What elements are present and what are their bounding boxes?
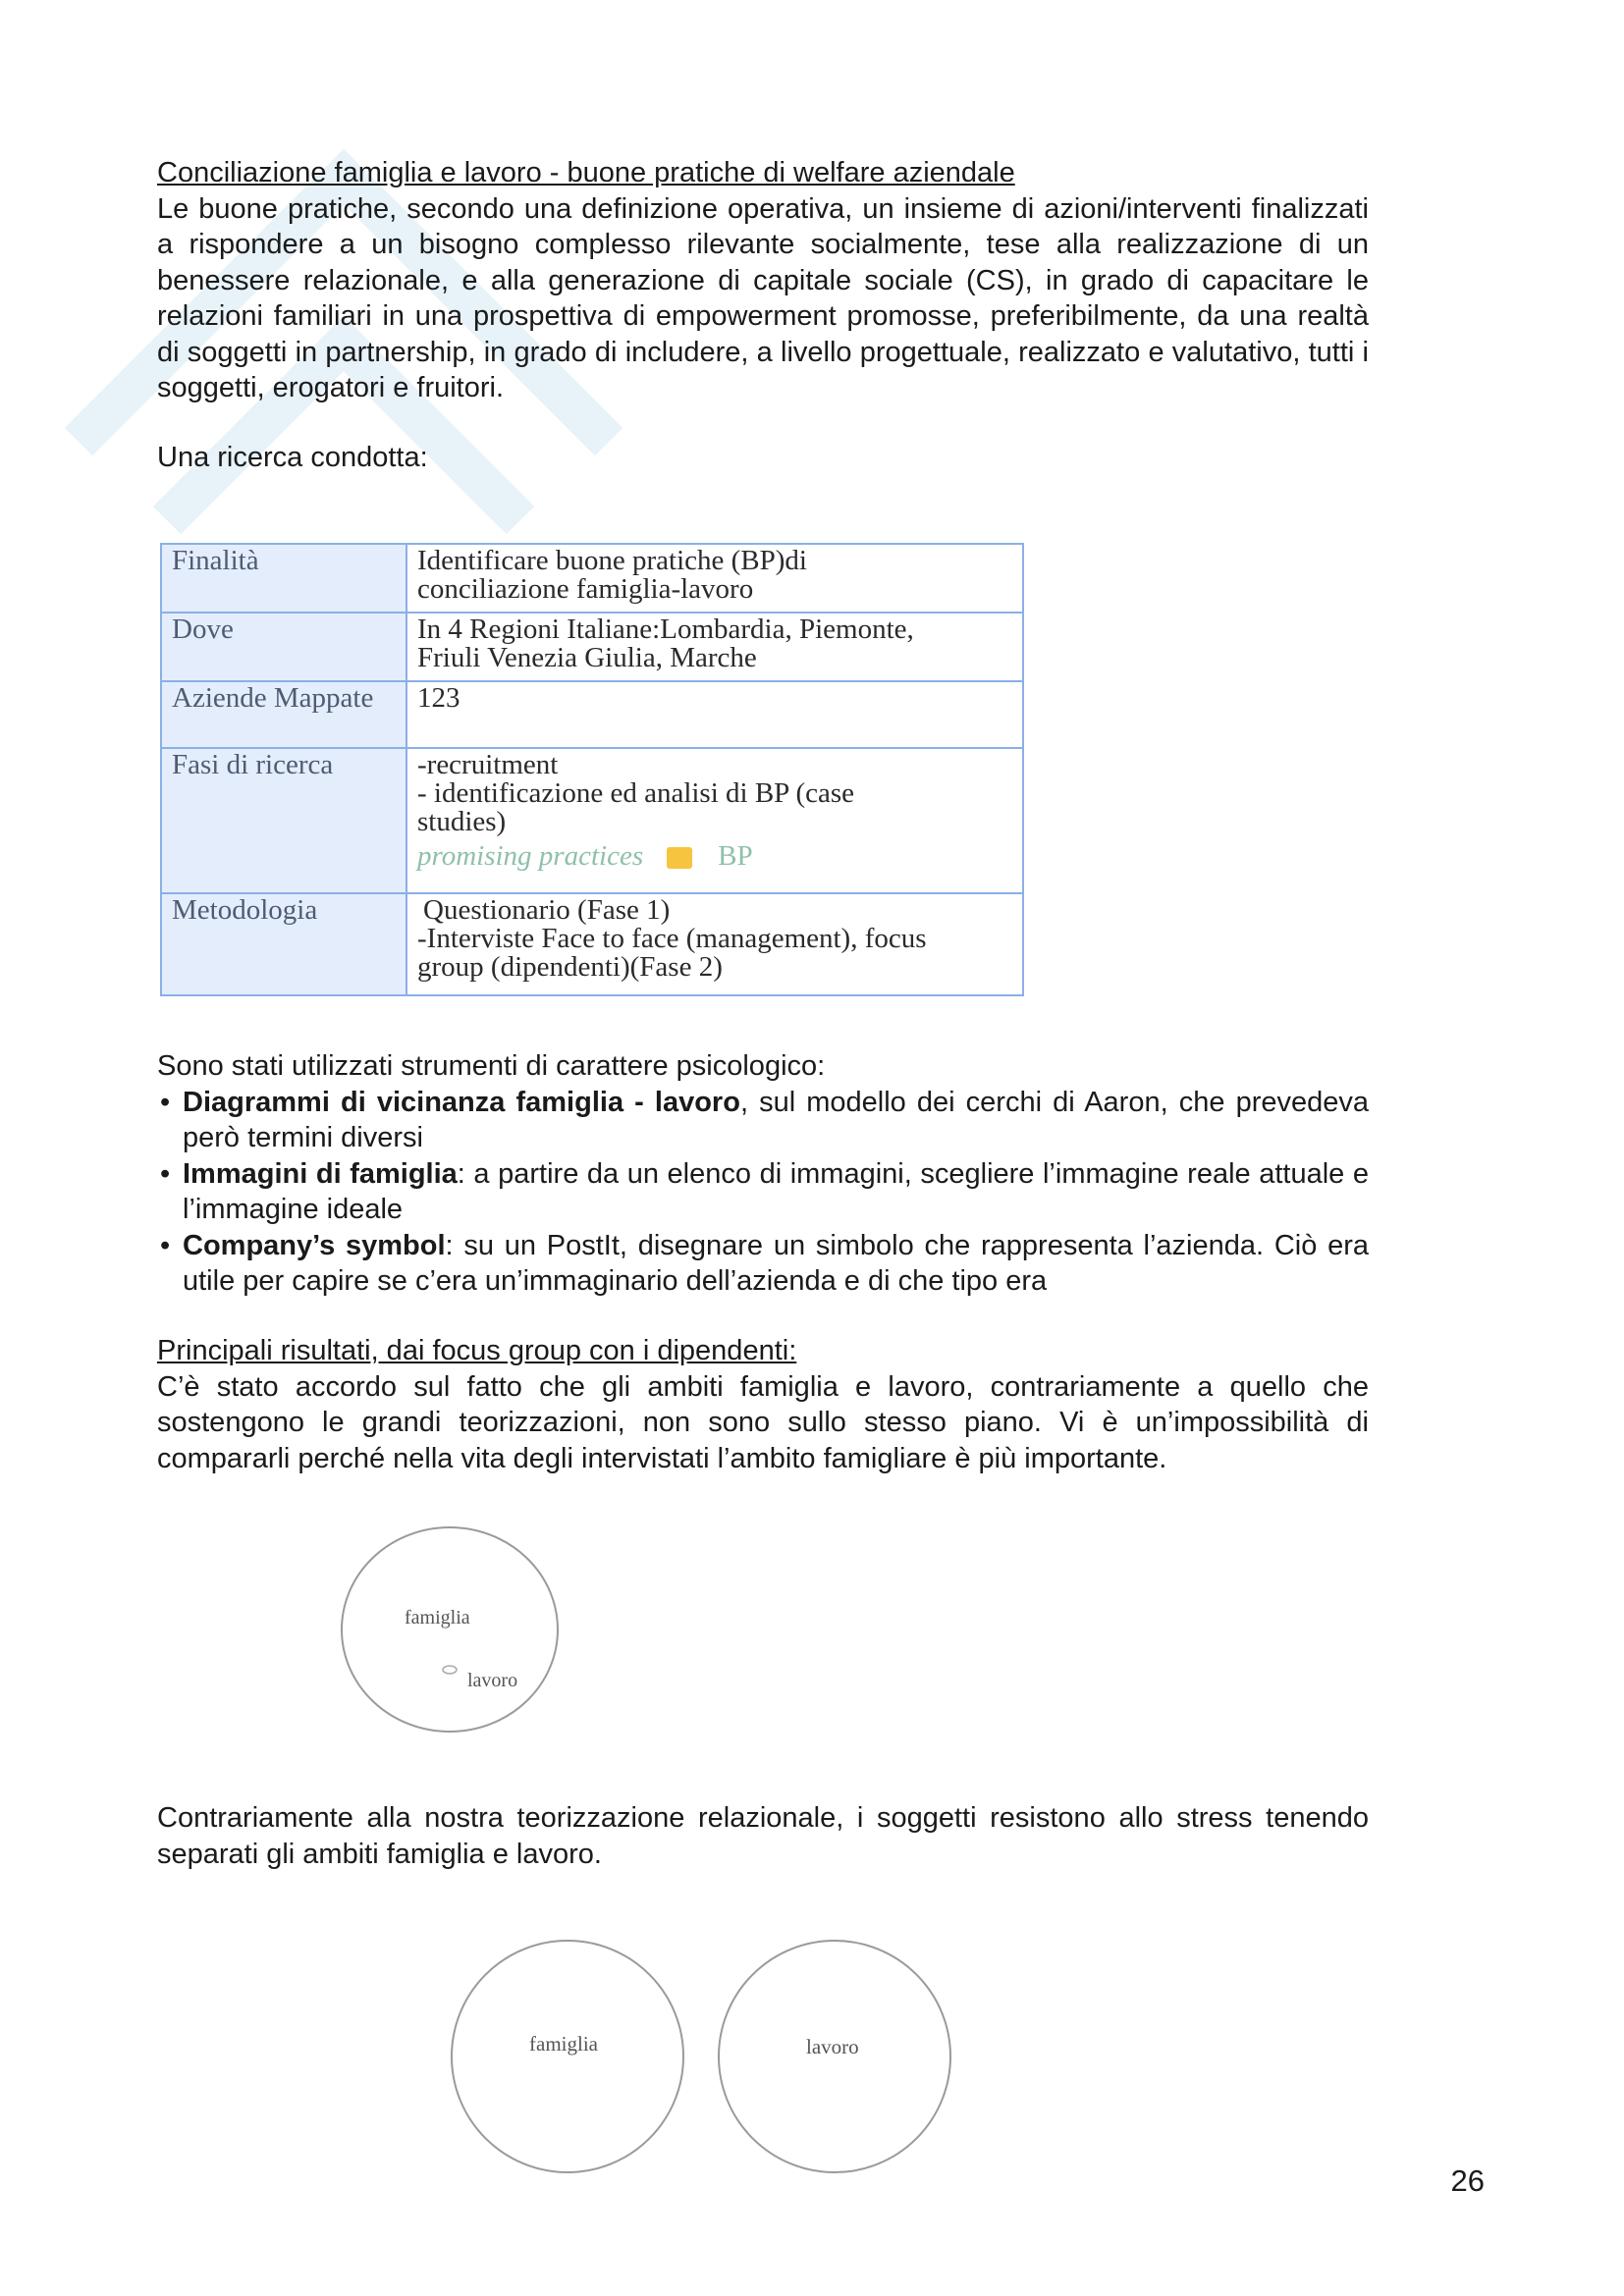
lavoro-label: lavoro	[467, 1670, 518, 1691]
row-value	[406, 681, 1023, 748]
value-line: group (dipendenti)(Fase 2)	[417, 951, 723, 983]
research-intro-text: Una ricerca condotta:	[157, 442, 428, 473]
table-row	[161, 748, 1023, 893]
row-value	[406, 748, 1023, 893]
table-row	[161, 544, 1023, 613]
row-value	[406, 893, 1023, 995]
tools-intro: Sono stati utilizzati strumenti di carattere psicologico:	[157, 1050, 826, 1082]
bullet-icon: •	[160, 1229, 171, 1261]
famiglia-label: famiglia	[405, 1607, 470, 1629]
value-line: -Interviste Face to face (management), focus	[417, 923, 927, 954]
row-label: Metodologia	[161, 893, 406, 995]
research-table	[160, 543, 1024, 996]
diagram-nested-circles	[334, 1520, 569, 1750]
arrow-icon	[667, 847, 692, 869]
row-label: Aziende Mappate	[161, 681, 406, 748]
tool-text: : a partire da un elenco di immagini, scegliere l’immagine reale attuale e l’immagine ideale	[183, 1157, 1369, 1225]
tool-name: Immagini di famiglia	[183, 1157, 458, 1190]
section-title: Conciliazione famiglia e lavoro - buone pratiche di welfare aziendale	[157, 157, 1015, 188]
welfare-section	[157, 155, 1369, 406]
research-intro	[157, 440, 1369, 476]
conclusion-paragraph: Contrariamente alla nostra teorizzazione relazionale, i soggetti resistono allo stress tenendo separati gli ambiti famiglia e lavoro.	[157, 1802, 1369, 1870]
value-line: -recruitment	[417, 749, 559, 780]
conclusion-section	[157, 1800, 1369, 1872]
results-section	[157, 1333, 1369, 1476]
tool-text: : su un PostIt, disegnare un simbolo che rappresenta l’azienda. Ciò era utile per capire se c’era un’immaginario dell’azienda e di che tipo era	[183, 1229, 1370, 1297]
value-line: 123	[417, 682, 460, 714]
list-item	[157, 1228, 1369, 1300]
results-title: Principali risultati, dai focus group con i dipendenti:	[157, 1335, 797, 1366]
value-line: - identificazione ed analisi di BP (case	[417, 777, 855, 809]
value-line: Questionario (Fase 1)	[423, 894, 671, 926]
promising-line	[417, 842, 1012, 871]
row-label: Finalità	[161, 544, 406, 613]
tools-list	[157, 1085, 1369, 1300]
famiglia-label: famiglia	[529, 2032, 598, 2056]
row-label: Fasi di ricerca	[161, 748, 406, 893]
value-line: In 4 Regioni Italiane:Lombardia, Piemonte,	[417, 614, 914, 645]
lavoro-label: lavoro	[806, 2035, 859, 2058]
intro-paragraph: Le buone pratiche, secondo una definizione operativa, un insieme di azioni/interventi finalizzati a rispondere a un bisogno complesso rilevante socialmente, tese alla realizzazione di un benessere relazionale, e alla generazione di capitale sociale (CS), in grado di capacitare le relazioni familiari in una prospettiva di empowerment promosse, preferibilmente, da una realtà di soggetti in partnership, in grado di includere, a livello progettuale, realizzato e valutativo, tutti i soggetti, erogatori e fruitori.	[157, 192, 1369, 403]
bullet-icon: •	[160, 1086, 171, 1118]
diagram-separate-circles	[447, 1939, 967, 2189]
row-value	[406, 544, 1023, 613]
value-line: Friuli Venezia Giulia, Marche	[417, 642, 757, 673]
results-paragraph: C’è stato accordo sul fatto che gli ambiti famiglia e lavoro, contrariamente a quello che sostengono le grandi teorizzazioni, non sono sullo stesso piano. Vi è un’impossibilità di compararli perché nella vita degli intervistati l’ambito famigliare è più importante.	[157, 1370, 1369, 1474]
list-item	[157, 1156, 1369, 1228]
tool-name: Company’s symbol	[183, 1229, 446, 1261]
tool-text: , sul modello dei cerchi di Aaron, che prevedeva però termini diversi	[183, 1086, 1369, 1153]
promising-label: promising practices	[417, 840, 644, 872]
bullet-icon: •	[160, 1157, 171, 1190]
bp-label: BP	[718, 840, 753, 872]
table-row	[161, 893, 1023, 995]
value-line: conciliazione famiglia-lavoro	[417, 573, 754, 605]
famiglia-circle	[342, 1527, 558, 1732]
tool-name: Diagrammi di vicinanza famiglia - lavoro	[183, 1086, 740, 1118]
tools-section	[157, 1048, 1369, 1300]
famiglia-circle	[452, 1941, 683, 2172]
list-item	[157, 1085, 1369, 1156]
value-line: studies)	[417, 806, 507, 837]
table-row	[161, 613, 1023, 681]
lavoro-circle	[443, 1666, 457, 1674]
table-row	[161, 681, 1023, 748]
page-number: 26	[1450, 2163, 1485, 2198]
row-value	[406, 613, 1023, 681]
value-line: Identificare buone pratiche (BP)di	[417, 545, 807, 576]
row-label: Dove	[161, 613, 406, 681]
